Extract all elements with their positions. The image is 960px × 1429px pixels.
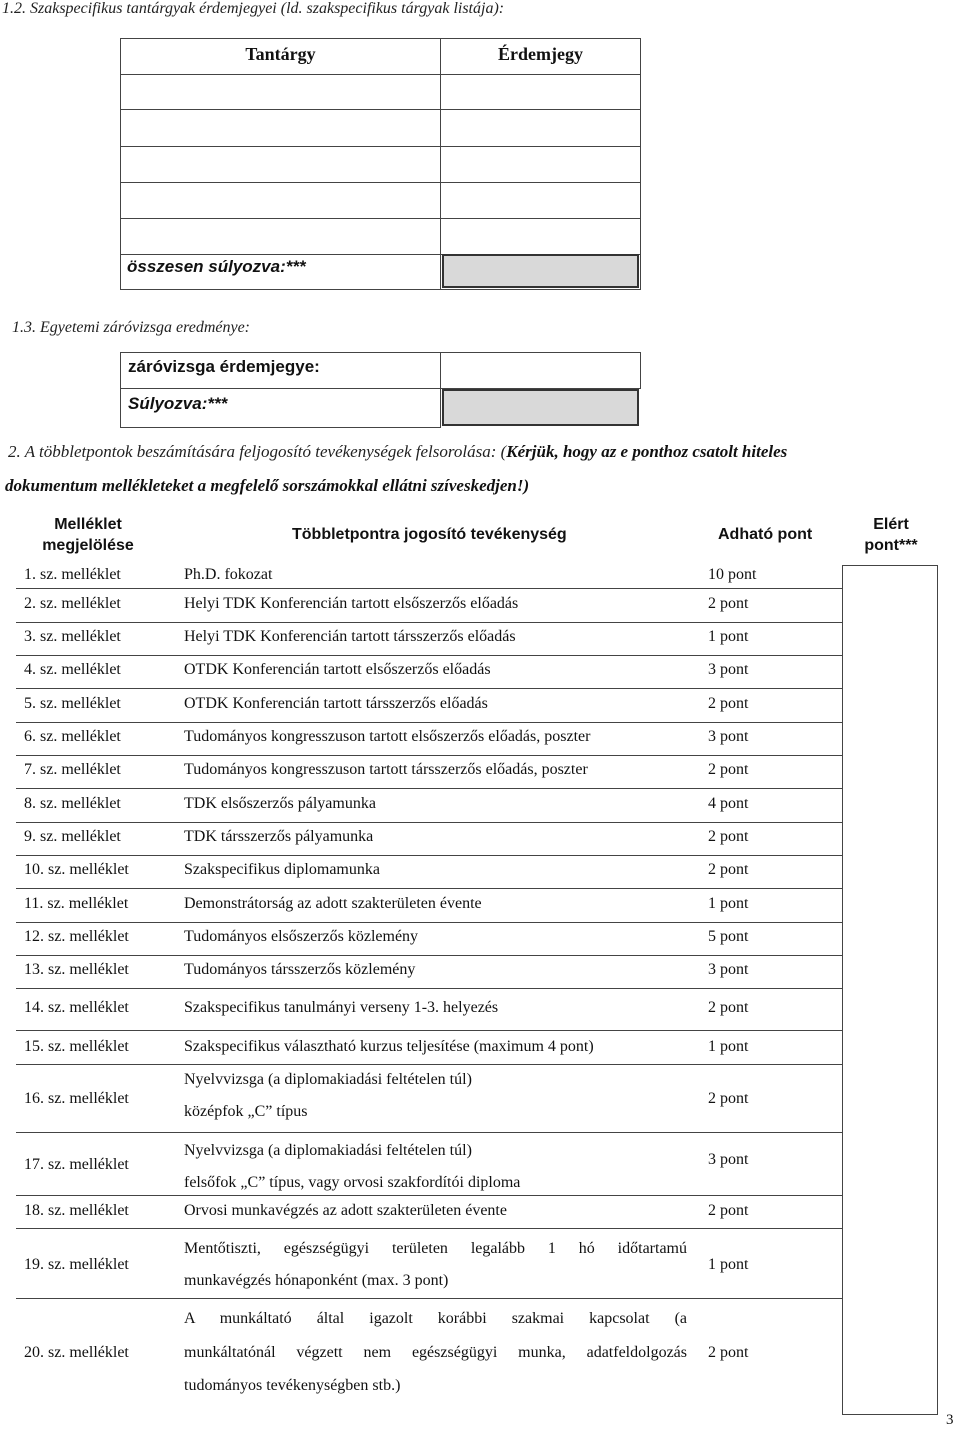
earned-column-header: [855, 514, 927, 556]
row-3-annex: 3. sz. melléklet: [24, 628, 121, 645]
row-12-points: 5 pont: [708, 928, 749, 945]
row-1-annex: 1. sz. melléklet: [24, 566, 121, 583]
row-3-points: 1 pont: [708, 628, 749, 645]
row-6-annex: 6. sz. melléklet: [24, 728, 121, 745]
earned-header-line1: Elért: [873, 516, 909, 533]
row-1-activity: Ph.D. fokozat: [184, 566, 273, 583]
row-14-activity: Szakspecifikus tanulmányi verseny 1-3. helyezés: [184, 999, 499, 1016]
row-9-annex: 9. sz. melléklet: [24, 828, 121, 845]
annex-column-header: [20, 514, 156, 556]
row-12-activity: Tudományos elsőszerzős közlemény: [184, 928, 419, 945]
row-13-activity: Tudományos társszerzős közlemény: [184, 961, 416, 978]
row-18-points: 2 pont: [708, 1202, 749, 1219]
row-5-annex: 5. sz. melléklet: [24, 695, 121, 712]
row-20-activity-line2: munkáltatónál végzett nem egészségügyi munka, adatfeldolgozás: [184, 1344, 687, 1361]
annex-header-line2: megjelölése: [42, 537, 134, 554]
row-7-annex: 7. sz. melléklet: [24, 761, 121, 778]
row-18-activity: Orvosi munkavégzés az adott szakterületen évente: [184, 1202, 507, 1219]
row-1-points: 10 pont: [708, 566, 757, 583]
final-exam-grade-field[interactable]: [440, 352, 641, 389]
earned-header-line2: pont***: [864, 537, 918, 554]
row-14-annex: 14. sz. melléklet: [24, 999, 129, 1016]
final-exam-grade-label-cell: [120, 352, 441, 389]
row-17-annex: 17. sz. melléklet: [24, 1156, 129, 1173]
row-6-activity: Tudományos kongresszuson tartott elsőszerzős előadás, poszter: [184, 728, 591, 745]
row-8-activity: TDK elsőszerzős pályamunka: [184, 795, 376, 812]
row-20-activity-line3: tudományos tevékenységben stb.): [184, 1377, 401, 1394]
row-4-points: 3 pont: [708, 661, 749, 678]
row-9-points: 2 pont: [708, 828, 749, 845]
subject-column-header: Tantárgy: [245, 44, 316, 64]
row-17-activity-line2: felsőfok „C” típus, vagy orvosi szakfordítói diploma: [184, 1174, 521, 1191]
row-7-points: 2 pont: [708, 761, 749, 778]
row-13-annex: 13. sz. melléklet: [24, 961, 129, 978]
row-4-annex: 4. sz. melléklet: [24, 661, 121, 678]
section-heading-1-2: 1.2. Szakspecifikus tantárgyak érdemjegyei (ld. szakspecifikus tárgyak listája):: [2, 0, 505, 17]
final-exam-weighted-label: Súlyozva:***: [128, 394, 228, 413]
row-17-points: 3 pont: [708, 1151, 749, 1168]
row-20-annex: 20. sz. melléklet: [24, 1344, 129, 1361]
row-15-activity: Szakspecifikus választható kurzus teljesítése (maximum 4 pont): [184, 1038, 594, 1055]
weighted-label-cell: [120, 388, 441, 428]
weighted-total-field[interactable]: [442, 254, 639, 288]
row-16-annex: 16. sz. melléklet: [24, 1090, 129, 1107]
final-exam-weighted-field[interactable]: [442, 389, 639, 426]
row-6-points: 3 pont: [708, 728, 749, 745]
row-13-points: 3 pont: [708, 961, 749, 978]
row-14-points: 2 pont: [708, 999, 749, 1016]
row-8-annex: 8. sz. melléklet: [24, 795, 121, 812]
section-heading-2: [8, 442, 787, 462]
row-16-points: 2 pont: [708, 1090, 749, 1107]
row-10-activity: Szakspecifikus diplomamunka: [184, 861, 380, 878]
row-19-points: 1 pont: [708, 1256, 749, 1273]
subject-header-cell: [120, 38, 441, 75]
points-column-header: Adható pont: [718, 526, 813, 543]
page-number: 3: [946, 1412, 954, 1428]
row-9-activity: TDK társszerzős pályamunka: [184, 828, 374, 845]
row-2-points: 2 pont: [708, 595, 749, 612]
row-10-annex: 10. sz. melléklet: [24, 861, 129, 878]
row-12-annex: 12. sz. melléklet: [24, 928, 129, 945]
annex-header-line1: Melléklet: [54, 516, 122, 533]
row-7-activity: Tudományos kongresszuson tartott társszerzős előadás, poszter: [184, 761, 588, 778]
section-2-heading-plain: 2. A többletpontok beszámítására feljogosító tevékenységek felsorolása: (: [8, 442, 507, 461]
section-heading-1-3: 1.3. Egyetemi záróvizsga eredménye:: [12, 319, 250, 336]
row-8-points: 4 pont: [708, 795, 749, 812]
weighted-total-label: összesen súlyozva:***: [127, 257, 306, 276]
final-exam-grade-label: záróvizsga érdemjegye:: [128, 357, 320, 376]
row-4-activity: OTDK Konferencián tartott elsőszerzős előadás: [184, 661, 491, 678]
row-11-activity: Demonstrátorság az adott szakterületen évente: [184, 895, 482, 912]
row-11-points: 1 pont: [708, 895, 749, 912]
row-15-points: 1 pont: [708, 1038, 749, 1055]
row-10-points: 2 pont: [708, 861, 749, 878]
row-16-activity-line2: középfok „C” típus: [184, 1103, 308, 1120]
earned-points-column[interactable]: [842, 565, 938, 1415]
grade-header-cell: [440, 38, 641, 75]
row-18-annex: 18. sz. melléklet: [24, 1202, 129, 1219]
row-17-activity-line1: Nyelvvizsga (a diplomakiadási feltételen túl): [184, 1142, 472, 1159]
row-11-annex: 11. sz. melléklet: [24, 895, 129, 912]
row-2-annex: 2. sz. melléklet: [24, 595, 121, 612]
section-2-heading-bold: Kérjük, hogy az e ponthoz csatolt hiteles: [506, 442, 788, 461]
row-15-annex: 15. sz. melléklet: [24, 1038, 129, 1055]
row-19-activity-line2: munkavégzés hónaponként (max. 3 pont): [184, 1272, 449, 1289]
section-2-heading-line2: dokumentum mellékleteket a megfelelő sorszámokkal ellátni szíveskedjen!): [5, 476, 530, 495]
row-20-activity-line1: A munkáltató által igazolt korábbi szakmai kapcsolat (a: [184, 1310, 687, 1327]
row-5-points: 2 pont: [708, 695, 749, 712]
activity-column-header: Többletpontra jogosító tevékenység: [292, 526, 567, 543]
row-19-activity-line1: Mentőtiszti, egészségügyi területen legalább 1 hó időtartamú: [184, 1240, 687, 1257]
row-16-activity-line1: Nyelvvizsga (a diplomakiadási feltételen túl): [184, 1071, 472, 1088]
row-5-activity: OTDK Konferencián tartott társszerzős előadás: [184, 695, 488, 712]
row-2-activity: Helyi TDK Konferencián tartott elsőszerzős előadás: [184, 595, 519, 612]
row-20-points: 2 pont: [708, 1344, 749, 1361]
grade-column-header: Érdemjegy: [498, 44, 583, 64]
row-3-activity: Helyi TDK Konferencián tartott társszerzős előadás: [184, 628, 516, 645]
row-19-annex: 19. sz. melléklet: [24, 1256, 129, 1273]
